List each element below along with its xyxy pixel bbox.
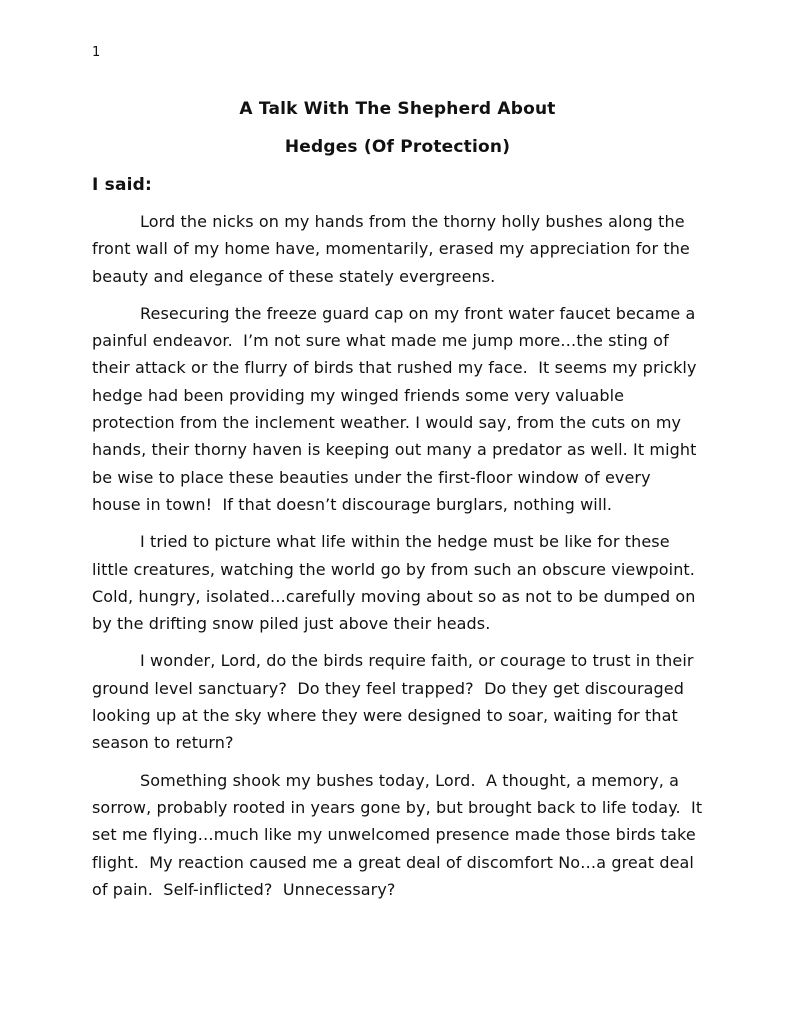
paragraph: Resecuring the freeze guard cap on my front water faucet became a painful endeavor. I’m not sure what made me jump more…the sting of their attack or the flurry of birds that rushed my face. It seems my prickly hedge had been providing my winged friends some very valuable protection from the inclement weather. I would say, from the cuts on my hands, their thorny haven is keeping out many a predator as well. It might be wise to place these beauties under the first-floor window of every house in town! If that doesn’t discourage burglars, nothing will. xyxy=(92,303,702,514)
page-number: 1 xyxy=(92,45,101,60)
document-title-line2: Hedges (Of Protection) xyxy=(284,137,511,157)
paragraph: I tried to picture what life within the hedge must be like for these little creatures, watching the world go by from such an obscure viewpoint. Cold, hungry, isolated…carefully moving about so as not to be dumped on by the drifting snow piled just above their heads. xyxy=(92,532,706,634)
document-body xyxy=(92,208,708,903)
paragraph: Lord the nicks on my hands from the thorny holly bushes along the front wall of my home have, momentarily, erased my appreciation for the beauty and elegance of these stately evergreens. xyxy=(92,212,696,286)
document-title-line1: A Talk With The Shepherd About xyxy=(239,99,556,119)
document-title xyxy=(92,96,703,161)
paragraph: I wonder, Lord, do the birds require faith, or courage to trust in their ground level sanctuary? Do they feel trapped? Do they get discouraged looking up at the sky where they were designed to soar, waiting for that season to return? xyxy=(92,651,699,753)
speaker-label: I said: xyxy=(92,175,153,195)
paragraph: Something shook my bushes today, Lord. A thought, a memory, a sorrow, probably rooted in years gone by, but brought back to life today. It set me flying…much like my unwelcomed presence made those birds take flight. My reaction caused me a great deal of discomfort No…a great deal of pain. Self-inflicted? Unnecessary? xyxy=(92,770,708,899)
